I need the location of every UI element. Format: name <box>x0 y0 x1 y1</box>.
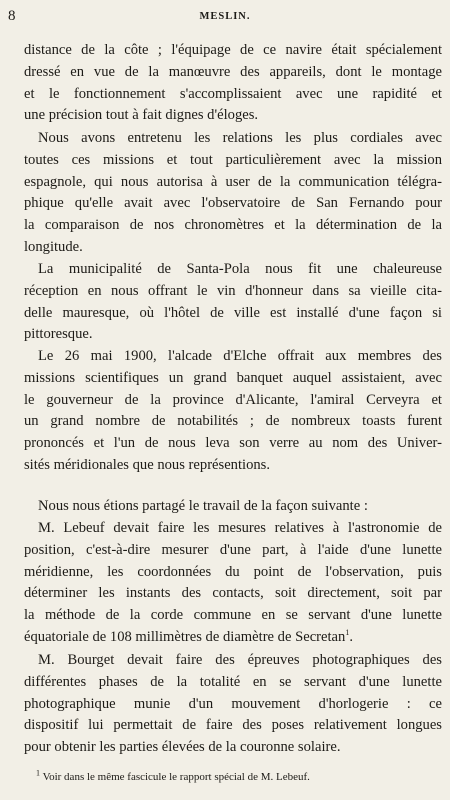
footnote-marker: 1 <box>36 768 40 778</box>
footnote-text: Voir dans le même fascicule le rapport spécial de M. Lebeuf. <box>42 771 310 783</box>
text-line: Nous avons entretenu les relations les plus cordiales avec <box>38 130 442 146</box>
paragraph <box>24 128 442 259</box>
text-line: Nous nous étions partagé le travail de la façon suivante : <box>38 498 368 514</box>
text-line: dispositif lui permettait de faire des poses relativement longues <box>24 717 442 734</box>
page-number: 8 <box>8 8 16 24</box>
footnote-reference: 1 <box>345 628 350 638</box>
paragraph <box>24 496 442 518</box>
text-line: position, c'est-à-dire mesurer d'une part, à l'aide d'une lunette <box>24 541 442 558</box>
text-line: différentes phases de la totalité en se servant d'une lunette <box>24 673 442 690</box>
text-line: espagnole, qui nous autorisa à user de la communication télégra- <box>24 173 442 190</box>
text-line: déterminer les instants des contacts, soit directement, soit par <box>24 585 442 602</box>
text-line: prononcés et l'un de nous leva son verre au nom des Univer- <box>24 435 442 452</box>
text-line: réception en nous offrant le vin d'honneur dans sa vieille cita- <box>24 282 442 299</box>
text-line: toutes ces missions et tout particulièrement avec la mission <box>24 151 442 168</box>
text-line: pour obtenir les parties élevées de la couronne solaire. <box>24 739 341 756</box>
text-line: sités méridionales que nous représentions. <box>24 456 271 473</box>
text-line: M. Lebeuf devait faire les mesures relatives à l'astronomie de <box>38 520 442 536</box>
text-line: dressé en vue de la manœuvre des appareils, dont le montage <box>24 63 442 80</box>
text-line: delle mauresque, où l'hôtel de ville est installé d'une façon si <box>24 304 442 321</box>
text-line: longitude. <box>24 238 83 255</box>
text-line <box>24 627 442 649</box>
text-line: Le 26 mai 1900, l'alcade d'Elche offrait aux membres des <box>38 348 442 364</box>
text-line: un grand nombre de notabilités ; de nombreux toasts furent <box>24 413 442 430</box>
text-line: La municipalité de Santa-Pola nous fit une chaleureuse <box>38 261 442 277</box>
trailing-punctuation: . <box>349 628 353 645</box>
paragraph <box>24 259 442 346</box>
text-line: et le fonctionnement s'accomplissaient avec une rapidité et <box>24 85 442 102</box>
text-line: distance de la côte ; l'équipage de ce navire était spécialement <box>24 42 442 58</box>
text-line: le gouverneur de la province d'Alicante, l'amiral Cerveyra et <box>24 391 442 408</box>
text-line: missions scientifiques un grand banquet auquel assistaient, avec <box>24 369 442 386</box>
text-line: phique qu'elle avait avec l'observatoire de San Fernando pour <box>24 195 442 212</box>
paragraph <box>24 518 442 649</box>
text-line: méridienne, les coordonnées du point de l'observation, puis <box>24 563 442 580</box>
paragraph <box>24 346 442 477</box>
text-line: une précision tout à fait dignes d'éloges. <box>24 107 259 124</box>
footnote <box>36 768 310 783</box>
text-line-body: équatoriale de 108 millimètres de diamètre de Secretan <box>24 628 346 645</box>
text-line: photographique munie d'un mouvement d'horlogerie : ce <box>24 695 442 712</box>
text-line: M. Bourget devait faire des épreuves photographiques des <box>38 652 442 668</box>
text-line: pittoresque. <box>24 326 93 343</box>
text-line: la méthode de la corde commune en se servant d'une lunette <box>24 607 442 624</box>
paragraph <box>24 40 442 127</box>
text-line: la comparaison de nos chronomètres et la détermination de la <box>24 217 442 234</box>
paragraph <box>24 650 442 759</box>
running-title: MESLIN. <box>199 11 251 22</box>
